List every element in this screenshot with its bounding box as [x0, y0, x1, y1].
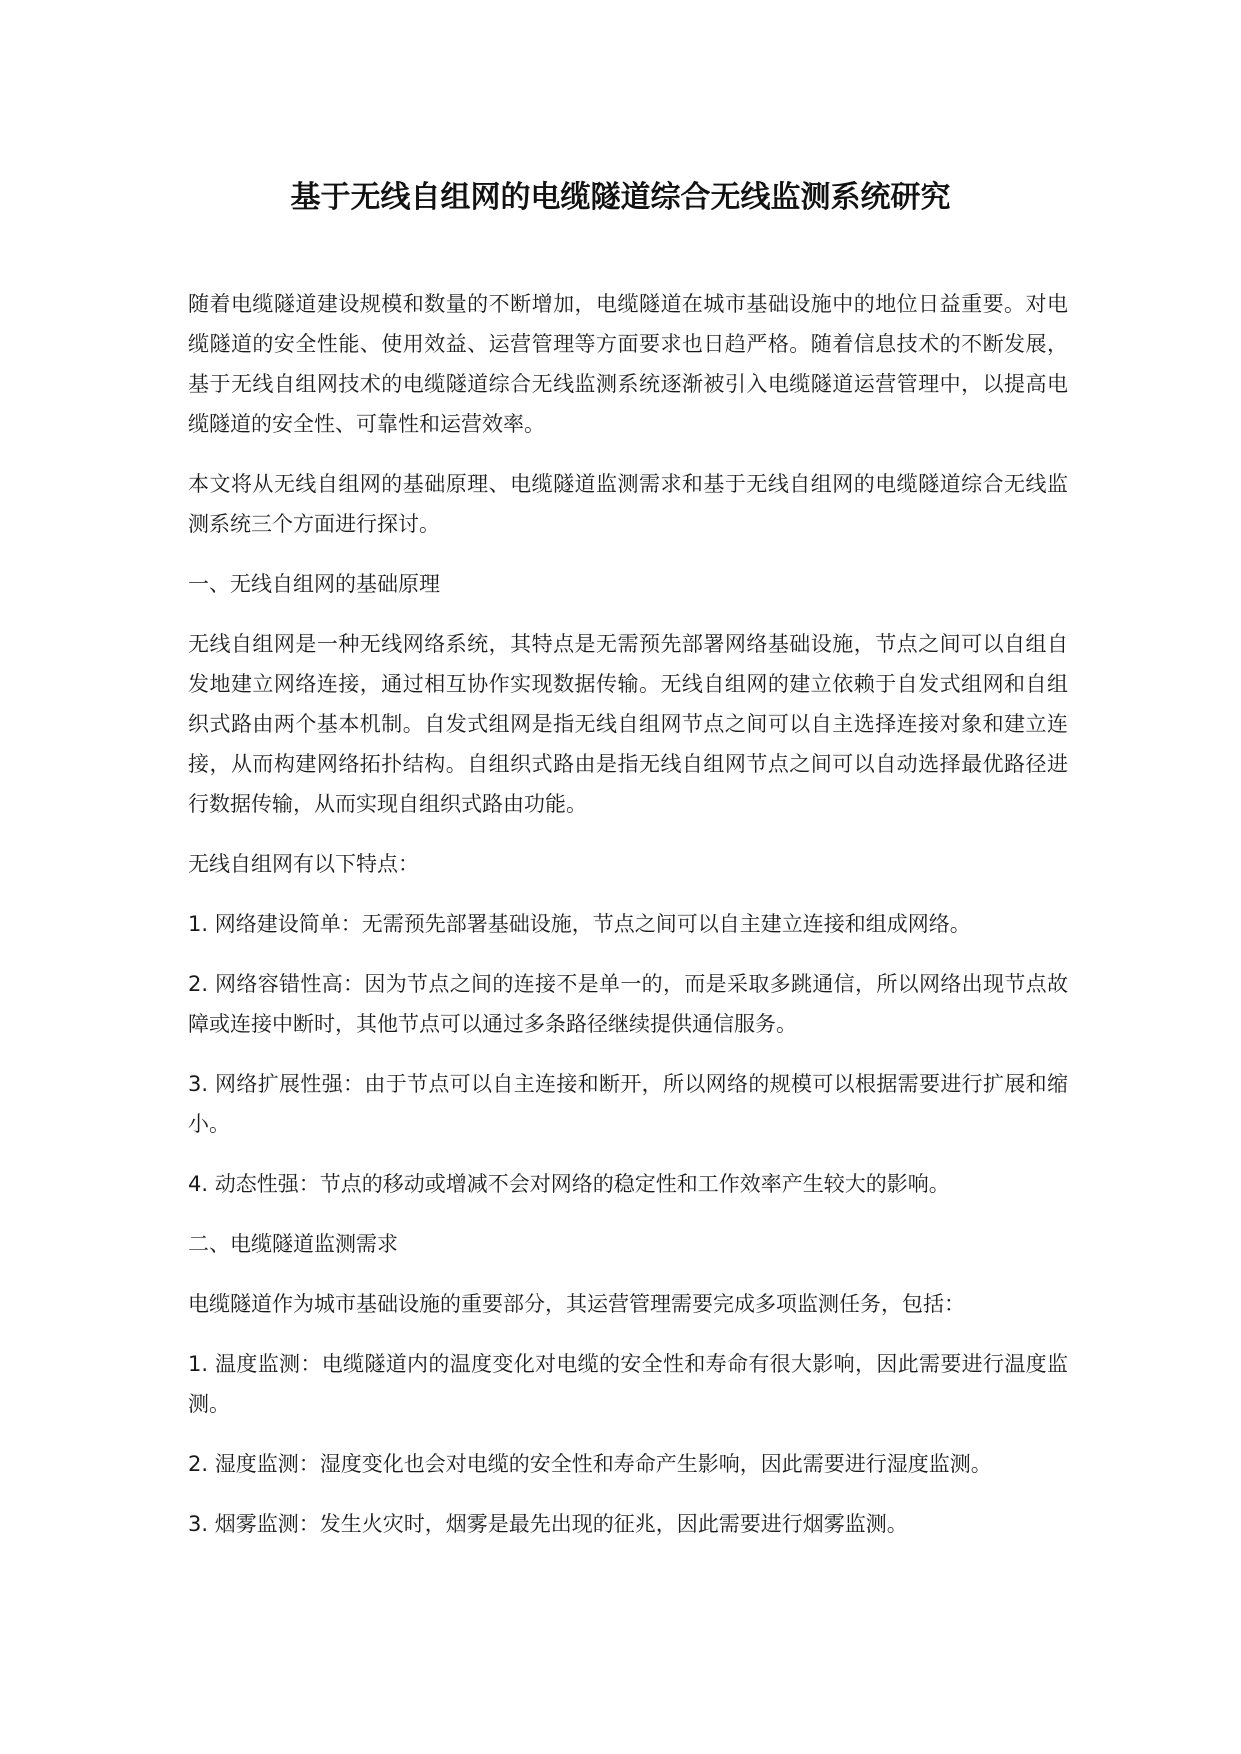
paragraph-outline: 本文将从无线自组网的基础原理、电缆隧道监测需求和基于无线自组网的电缆隧道综合无线监测系统三个方面进行探讨。: [188, 472, 1068, 536]
list-item: 4. 动态性强：节点的移动或增减不会对网络的稳定性和工作效率产生较大的影响。: [188, 1172, 950, 1196]
paragraph-principle: 无线自组网是一种无线网络系统，其特点是无需预先部署网络基础设施，节点之间可以自组自发地建立网络连接，通过相互协作实现数据传输。无线自组网的建立依赖于自发式组网和自组织式路由两个基本机制。自发式组网是指无线自组网节点之间可以自主选择连接对象和建立连接，从而构建网络拓扑结构。自组织式路由是指无线自组网节点之间可以自动选择最优路径进行数据传输，从而实现自组织式路由功能。: [188, 632, 1068, 816]
document-title: 基于无线自组网的电缆隧道综合无线监测系统研究: [290, 180, 951, 215]
document-body: [188, 284, 1068, 1564]
list-item: 1. 温度监测：电缆隧道内的温度变化对电缆的安全性和寿命有很大影响，因此需要进行温度监测。: [188, 1352, 1068, 1416]
paragraph-features-intro: 无线自组网有以下特点：: [188, 852, 419, 876]
section-heading-1: 一、无线自组网的基础原理: [188, 572, 440, 596]
list-item: 2. 网络容错性高：因为节点之间的连接不是单一的，而是采取多跳通信，所以网络出现节点故障或连接中断时，其他节点可以通过多条路径继续提供通信服务。: [188, 972, 1068, 1036]
list-item: 3. 网络扩展性强：由于节点可以自主连接和断开，所以网络的规模可以根据需要进行扩展和缩小。: [188, 1072, 1068, 1136]
paragraph-intro: 随着电缆隧道建设规模和数量的不断增加，电缆隧道在城市基础设施中的地位日益重要。对电缆隧道的安全性能、使用效益、运营管理等方面要求也日趋严格。随着信息技术的不断发展，基于无线自组网技术的电缆隧道综合无线监测系统逐渐被引入电缆隧道运营管理中，以提高电缆隧道的安全性、可靠性和运营效率。: [188, 292, 1068, 436]
list-item: 3. 烟雾监测：发生火灾时，烟雾是最先出现的征兆，因此需要进行烟雾监测。: [188, 1512, 908, 1536]
list-item: 2. 湿度监测：湿度变化也会对电缆的安全性和寿命产生影响，因此需要进行湿度监测。: [188, 1452, 992, 1476]
section-heading-2: 二、电缆隧道监测需求: [188, 1232, 398, 1256]
list-item: 1. 网络建设简单：无需预先部署基础设施，节点之间可以自主建立连接和组成网络。: [188, 912, 971, 936]
paragraph-requirements-intro: 电缆隧道作为城市基础设施的重要部分，其运营管理需要完成多项监测任务，包括：: [188, 1292, 965, 1316]
